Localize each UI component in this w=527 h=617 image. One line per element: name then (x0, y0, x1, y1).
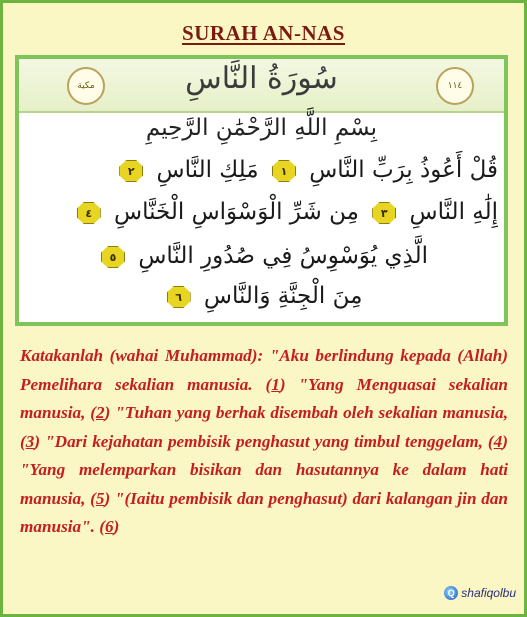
ayah-marker-icon: ٤ (77, 202, 101, 224)
verse-ref-6: 6 (105, 517, 114, 536)
watermark-brand (444, 586, 516, 600)
translation-text: Katakanlah (wahai Muhammad): "Aku berlindung kepada (Allah) Pemelihara sekalian manusia. (1) "Yang Menguasai sekalian manusia, (2) "Tuhan yang berhak disembah oleh sekalian manusia, (3) "Dari kejahatan pembisik penghasut yang timbul tenggelam, (4) "Yang melemparkan bisikan dan hasutannya ke dalam hati manusia, (5) "(Iaitu pembisik dan penghasut) dari kalangan jin dan manusia". (6) (20, 346, 508, 536)
ayah-text: الَّذِي يُوَسْوِسُ فِي صُدُورِ النَّاسِ (138, 243, 428, 269)
ayah-marker-icon: ٦ (167, 286, 191, 308)
surah-arabic-name: سُورَةُ النَّاسِ (185, 61, 338, 96)
quran-page (19, 59, 504, 322)
verse-ref-2: 2 (96, 403, 105, 422)
verse-ref-3: 3 (25, 431, 35, 451)
ayah-text: قُلْ أَعُوذُ بِرَبِّ النَّاسِ (309, 157, 498, 183)
surah-header-band (19, 59, 504, 113)
ayah-line-3 (25, 243, 498, 269)
quran-page-image (15, 55, 508, 326)
ayah-marker-icon: ٣ (372, 202, 396, 224)
ayah-text: مَلِكِ النَّاسِ (156, 157, 259, 183)
ayah-line-1 (25, 157, 498, 183)
basmala: بِسْمِ اللَّهِ الرَّحْمَٰنِ الرَّحِيمِ (145, 115, 378, 141)
verse-ref-1: 1 (271, 374, 280, 394)
ayah-marker-icon: ٢ (119, 160, 143, 182)
ayah-line-2 (25, 199, 498, 225)
ayah-line-4 (25, 283, 498, 309)
ayah-text: مِنَ الْجِنَّةِ وَالنَّاسِ (203, 283, 363, 309)
verse-ref-4: 4 (493, 431, 503, 451)
ayah-marker-icon: ٥ (101, 246, 125, 268)
verse-ref-5: 5 (95, 488, 105, 508)
page-title: SURAH AN-NAS (182, 21, 345, 45)
ayah-text: مِن شَرِّ الْوَسْوَاسِ الْخَنَّاسِ (114, 199, 359, 225)
surah-info-ornament-left: مكية (67, 67, 105, 105)
ayah-text: إِلَٰهِ النَّاسِ (409, 199, 498, 225)
surah-info-ornament-right: ١١٤ (436, 67, 474, 105)
ayah-marker-icon: ١ (272, 160, 296, 182)
brand-name: shafiqolbu (461, 586, 516, 600)
brand-logo-icon: Q (444, 586, 458, 600)
